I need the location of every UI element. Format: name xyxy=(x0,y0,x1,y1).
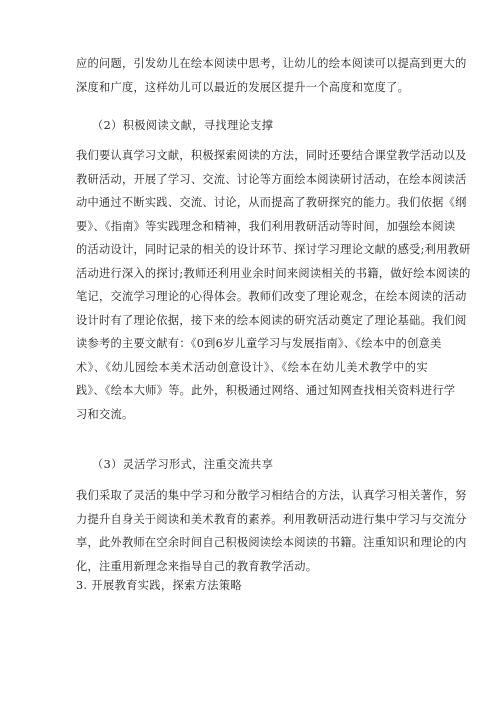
intro-line-1: 应的问题，引发幼儿在绘本阅读中思考，让幼儿的绘本阅读可以提高到更大的 xyxy=(76,57,467,70)
section-heading-2: （2）积极阅读文献，寻找理论支撑 xyxy=(92,119,274,132)
section-heading-3: （3）灵活学习形式，注重交流共享 xyxy=(92,458,274,471)
paragraph-2 xyxy=(76,144,471,426)
para2-line-3: 动中通过不断实践、交流、讨论，从而提高了教研探究的能力。我们依据《纲 xyxy=(76,196,467,209)
para2-line-12: 习和交流。 xyxy=(76,407,134,421)
para2-line-11: 践》、《绘本大师》等。此外，积极通过网络、通过知网查找相关资料进行学 xyxy=(76,384,456,397)
para2-line-2: 教研活动，开展了学习、交流、讨论等方面绘本阅读研讨活动，在绘本阅读活 xyxy=(76,172,467,186)
para2-line-4: 要》、《指南》等实践理念和精神，我们利用教研活动等时间，加强绘本阅读 xyxy=(76,219,456,233)
para2-line-5: 的活动设计，同时记录的相关的设计环节、探讨学习理论文献的感受;利用教研 xyxy=(76,243,471,256)
section-heading-main-3: 3. 开展教育实践，探索方法策略 xyxy=(76,579,243,592)
para3-line-1: 我们采取了灵活的集中学习和分散学习相结合的方法，认真学习相关著作，努 xyxy=(76,489,467,502)
para2-line-7: 笔记，交流学习理论的心得体会。教师们改变了理论观念，在绘本阅读的活动 xyxy=(76,290,467,303)
para2-line-1: 我们要认真学习文献，积极探索阅读的方法，同时还要结合课堂教学活动以及 xyxy=(76,149,467,162)
para3-line-4: 化，注重用新理念来指导自己的教育教学活动。 xyxy=(76,559,318,573)
paragraph-3 xyxy=(76,484,467,578)
para2-line-8: 设计时有了理论依据，接下来的绘本阅读的研究活动奠定了理论基础。我们阅 xyxy=(76,313,467,327)
para3-line-2: 力提升自身关于阅读和美术教育的素养。利用教研活动进行集中学习与交流分 xyxy=(76,512,467,526)
para2-line-9: 读参考的主要文献有：《0到6岁儿童学习与发展指南》、《绘本中的创意美 xyxy=(76,337,442,350)
para2-line-10: 术》、《幼儿园绘本美术活动创意设计》、《绘本在幼儿美术教学中的实 xyxy=(76,360,428,374)
para2-line-6: 活动进行深入的探讨;教师还利用业余时间来阅读相关的书籍，做好绘本阅读的 xyxy=(76,266,471,280)
intro-paragraph xyxy=(76,52,467,99)
para3-line-3: 享，此外教师在空余时间自己积极阅读绘本阅读的书籍。注重知识和理论的内 xyxy=(76,536,467,549)
intro-line-2: 深度和广度，这样幼儿可以最近的发展区提升一个高度和宽度了。 xyxy=(76,80,410,94)
